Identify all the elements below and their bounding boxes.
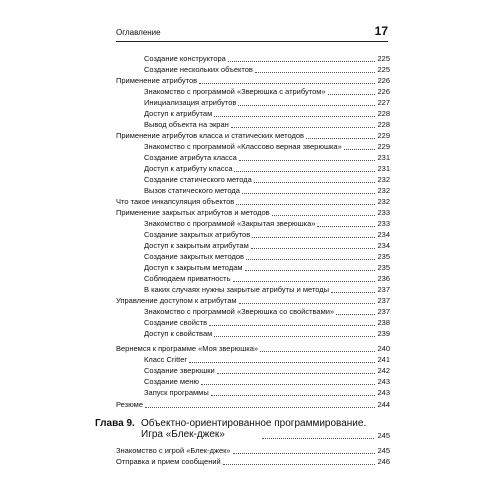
toc-entry: [116, 398, 390, 410]
toc-entry-page: 243: [377, 377, 390, 386]
chapter-title-line-2: Игра «Блек-джек»: [141, 429, 225, 440]
leader-dots: [260, 351, 375, 352]
leader-dots: [223, 464, 376, 465]
leader-dots: [145, 407, 375, 408]
toc-entry: [144, 327, 390, 339]
toc-entry-page: 229: [377, 131, 390, 140]
leader-dots: [231, 127, 376, 128]
toc-entry-page: 228: [377, 109, 390, 118]
toc-entry-label: Создание меню: [144, 377, 200, 386]
chapter-heading: [95, 418, 390, 442]
leader-dots: [209, 325, 375, 326]
toc-entry-page: 237: [377, 285, 390, 294]
toc-entry-page: 245: [377, 446, 390, 455]
toc-entry-label: Создание закрытых методов: [144, 252, 244, 261]
toc-entry-label: Доступ к закрытым атрибутам: [144, 241, 249, 250]
toc-entry-page: 243: [377, 388, 390, 397]
toc-entry-label: Применение атрибутов: [116, 76, 198, 85]
leader-dots: [328, 94, 376, 95]
toc-entry-label: Создание зверюшки: [144, 366, 215, 375]
toc-entry-page: 233: [377, 219, 390, 228]
leader-dots: [242, 193, 376, 194]
leader-dots: [228, 61, 376, 62]
toc-entry-label: Управление доступом к атрибутам: [116, 296, 237, 305]
toc-entry-label: Применение закрытых атрибутов и методов: [116, 208, 270, 217]
chapter-number: Глава 9.: [95, 418, 135, 429]
leader-dots: [189, 362, 376, 363]
leader-dots: [211, 395, 376, 396]
toc-entry-page: 225: [377, 54, 390, 63]
toc-entry-label: Создание свойств: [144, 318, 208, 327]
toc-entry-page: 246: [377, 457, 390, 466]
toc-entry-label: Доступ к атрибуту класса: [144, 164, 233, 173]
toc-entry-label: Что такое инкапсуляция объектов: [116, 197, 235, 206]
toc-entry-page: 226: [377, 76, 390, 85]
toc-entry-page: 235: [377, 252, 390, 261]
toc-entry-page: 239: [377, 329, 390, 338]
toc-entry-page: 231: [377, 153, 390, 162]
toc-entry-label: Вызов статического метода: [144, 186, 240, 195]
toc-entry-page: 232: [377, 197, 390, 206]
leader-dots: [331, 292, 375, 293]
toc-entry-label: Знакомство с программой «Классово верная зверюшка»: [144, 142, 342, 151]
toc-entry-label: Инициализация атрибутов: [144, 98, 237, 107]
toc-entry-label: Создание конструктора: [144, 54, 226, 63]
toc-entry-label: Доступ к закрытым методам: [144, 263, 243, 272]
toc-entry-page: 242: [377, 366, 390, 375]
leader-dots: [239, 303, 376, 304]
toc-entry-label: Класс Critter: [144, 355, 187, 364]
leader-dots: [336, 314, 375, 315]
leader-dots: [233, 281, 376, 282]
leader-dots: [214, 116, 375, 117]
leader-dots: [272, 215, 376, 216]
toc-entry: [144, 386, 390, 398]
leader-dots: [201, 384, 375, 385]
chapter-title-line-1: Объектно-ориентированное программирование.: [141, 418, 367, 429]
toc-entry-label: В каких случаях нужны закрытые атрибуты и методы: [144, 285, 330, 294]
chapter-page: 245: [377, 431, 390, 440]
toc-entry-page: 225: [377, 65, 390, 74]
toc-entry-page: 240: [377, 344, 390, 353]
toc-entry-label: Знакомство с игрой «Блек-джек»: [116, 446, 231, 455]
leader-dots: [233, 453, 376, 454]
leader-dots: [251, 248, 376, 249]
toc-entry-page: 227: [377, 98, 390, 107]
page-number: 17: [374, 24, 388, 38]
leader-dots: [238, 105, 375, 106]
toc-entry-label: Создание статического метода: [144, 175, 252, 184]
leader-dots: [245, 270, 376, 271]
toc-entry-label: Применение атрибутов класса и статических методов: [116, 131, 305, 140]
toc-entry-label: Доступ к атрибутам: [144, 109, 213, 118]
toc-entry-page: 226: [377, 87, 390, 96]
leader-dots: [317, 226, 375, 227]
toc-entry-label: Знакомство с программой «Закрытая зверюшка»: [144, 219, 316, 228]
toc-entry-label: Знакомство с программой «Зверюшка со свойствами»: [144, 307, 335, 316]
toc-entry-label: Создание закрытых атрибутов: [144, 230, 251, 239]
leader-dots: [234, 171, 375, 172]
leader-dots: [239, 160, 376, 161]
leader-dots: [255, 72, 376, 73]
leader-dots: [217, 373, 376, 374]
leader-dots: [306, 138, 375, 139]
leader-dots: [199, 83, 375, 84]
toc-entry-label: Доступ к свойствам: [144, 329, 213, 338]
toc-entry-page: 238: [377, 318, 390, 327]
toc-entry-page: 229: [377, 142, 390, 151]
toc-entry-page: 235: [377, 263, 390, 272]
toc-entry-label: Создание атрибута класса: [144, 153, 237, 162]
toc-entry-page: 241: [377, 355, 390, 364]
toc-entry-label: Вернемся к программе «Моя зверюшка»: [116, 344, 259, 353]
toc-entry-label: Отправка и прием сообщений: [116, 457, 221, 466]
leader-dots: [246, 259, 375, 260]
toc-entry-page: 233: [377, 208, 390, 217]
toc-entry-page: 237: [377, 307, 390, 316]
toc-entry: [116, 455, 390, 467]
toc-entry-page: 228: [377, 120, 390, 129]
toc-entry-page: 234: [377, 230, 390, 239]
toc-entry-page: 232: [377, 186, 390, 195]
toc-entry-page: 232: [377, 175, 390, 184]
leader-dots: [236, 204, 375, 205]
toc-entry-page: 234: [377, 241, 390, 250]
toc-entry-label: Создание нескольких объектов: [144, 65, 253, 74]
leader-dots: [254, 182, 376, 183]
toc-entry-page: 244: [377, 400, 390, 409]
toc-entry-label: Знакомство с программой «Зверюшка с атрибутом»: [144, 87, 326, 96]
toc-entry-label: Резюме: [116, 400, 143, 409]
toc-entry-page: 231: [377, 164, 390, 173]
toc-entry-page: 236: [377, 274, 390, 283]
toc-entry-page: 237: [377, 296, 390, 305]
leader-dots: [214, 336, 375, 337]
toc-entry-label: Запуск программы: [144, 388, 209, 397]
running-title: Оглавление: [116, 28, 161, 37]
leader-dots: [344, 149, 376, 150]
toc-entry-label: Вывод объекта на экран: [144, 120, 229, 129]
leader-dots: [262, 438, 374, 439]
toc-entry-label: Соблюдаем приватность: [144, 274, 231, 283]
leader-dots: [252, 237, 375, 238]
